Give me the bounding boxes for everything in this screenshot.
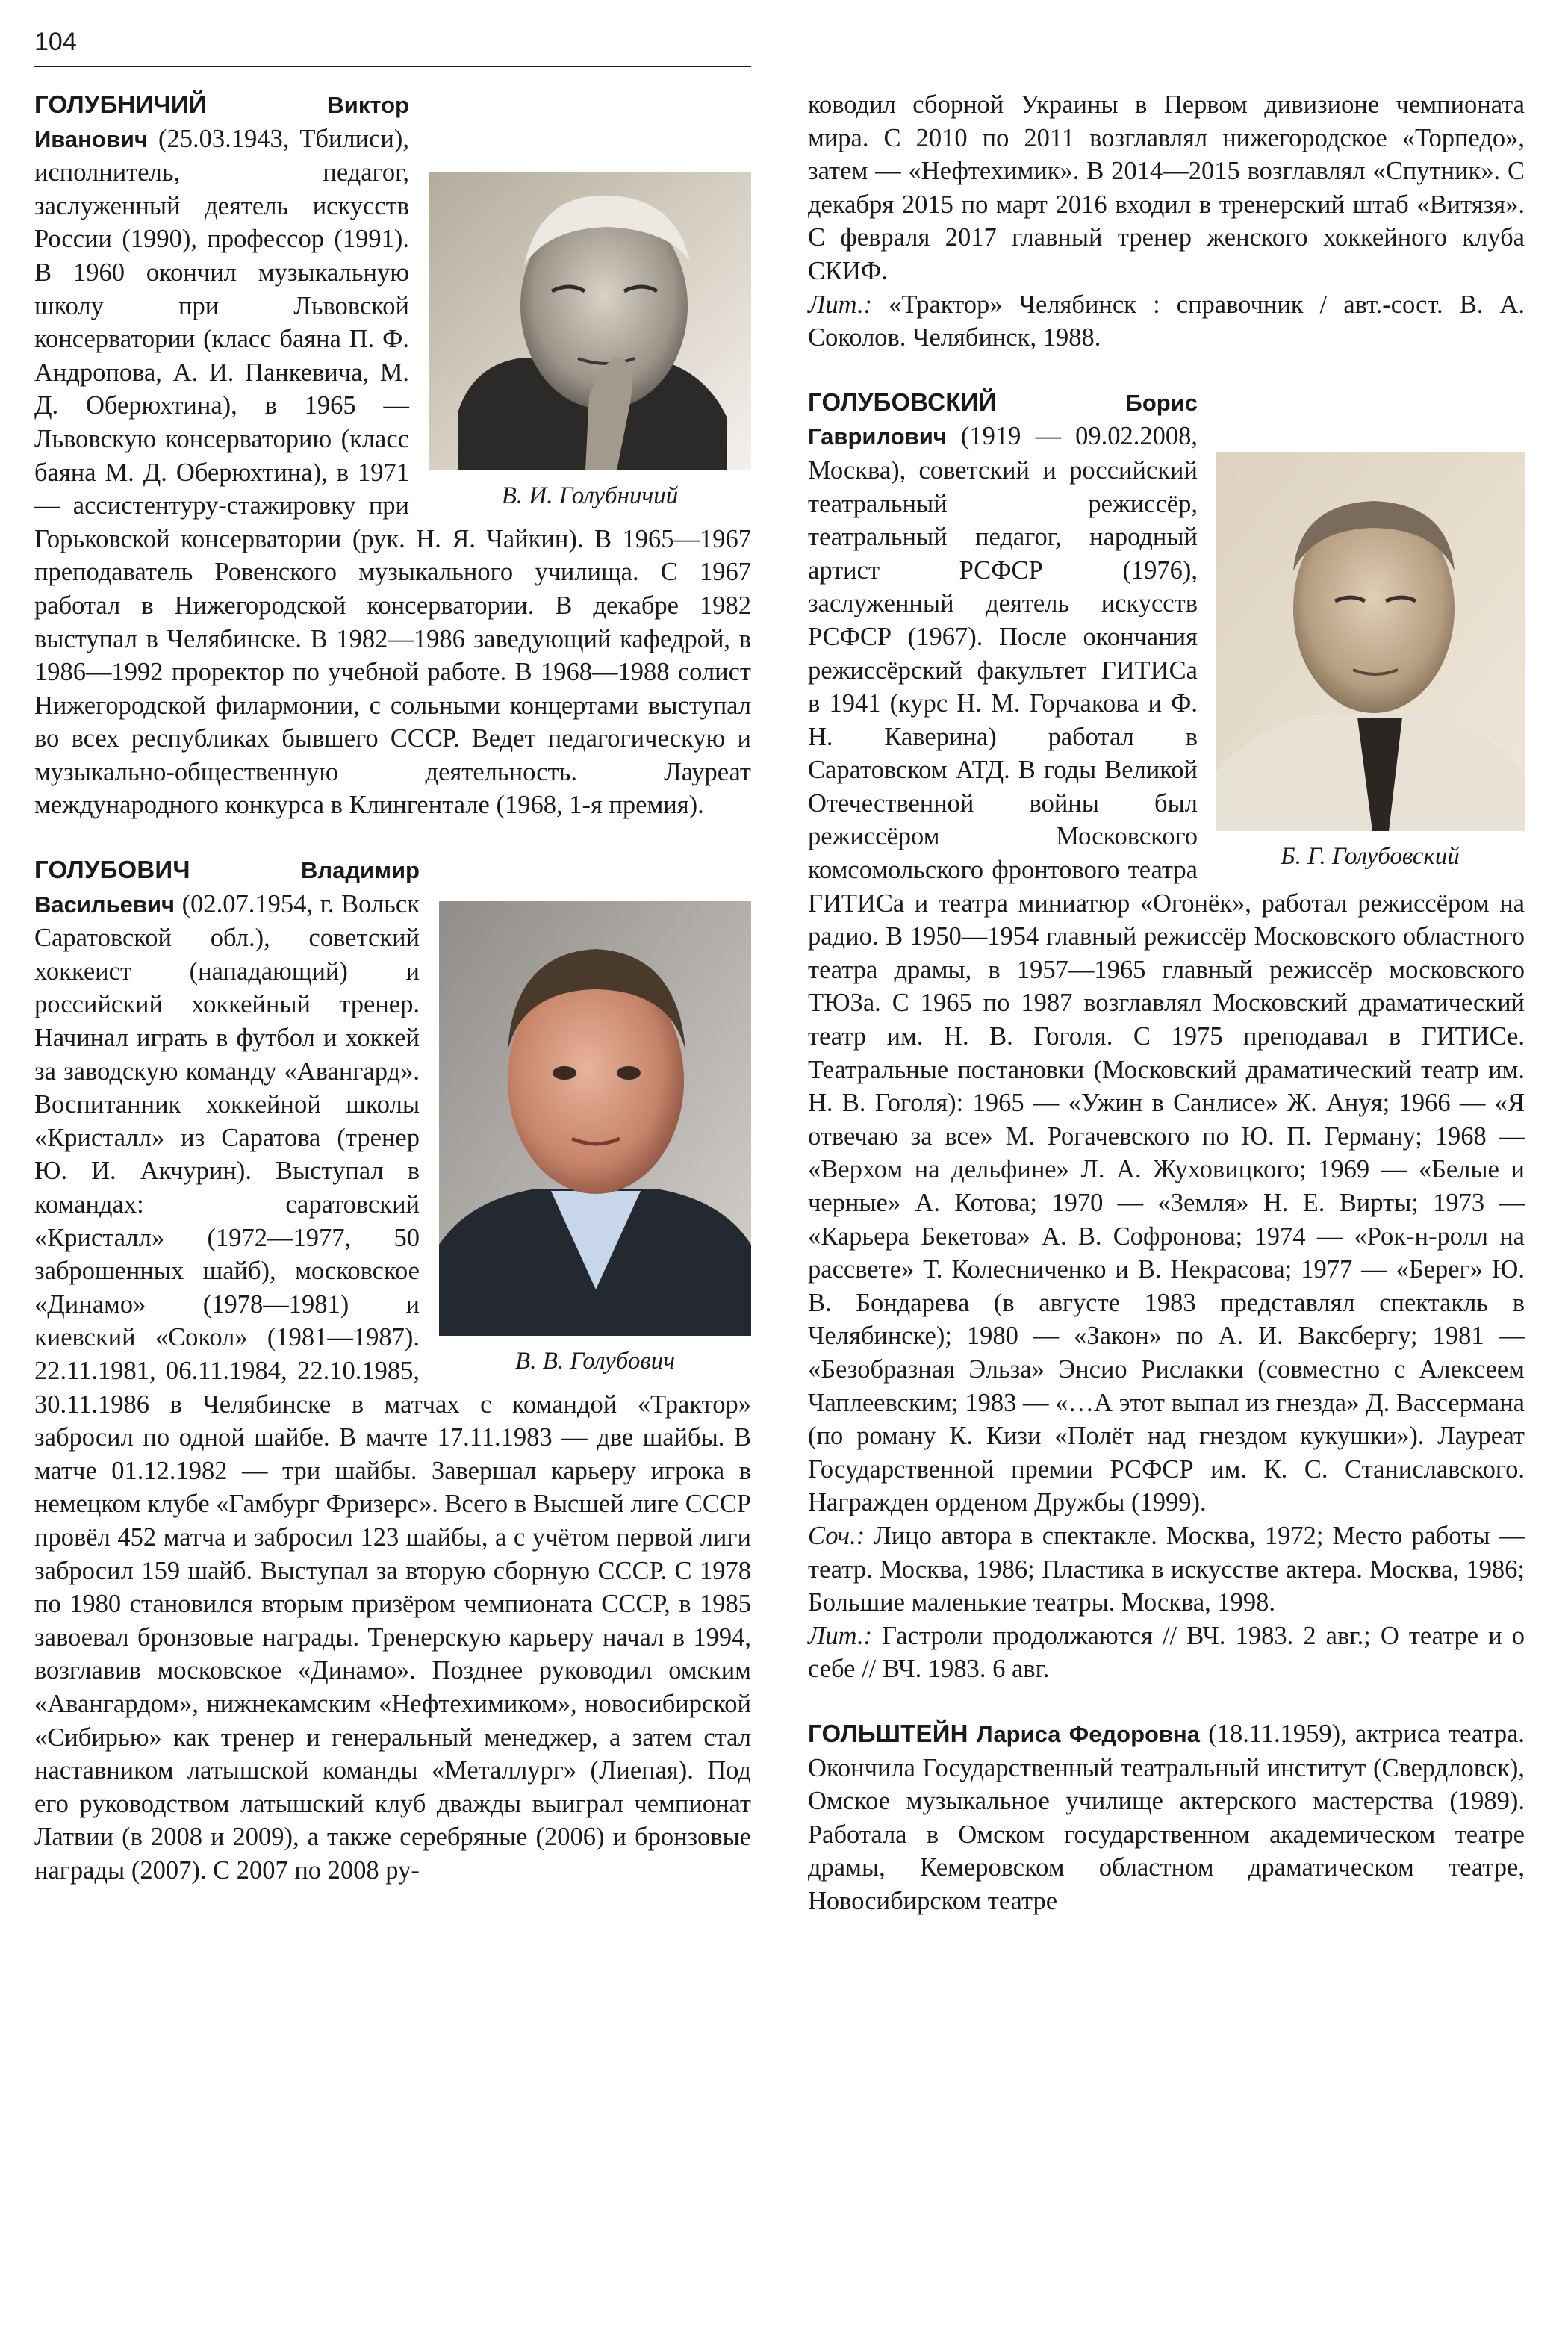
surname-golubnichiy: ГОЛУБНИЧИЙ [34,90,207,118]
continuation-golubovich: ководил сборной Украины в Первом дивизионе чемпионата мира. С 2010 по 2011 возглавлял нижегородское «Торпедо», затем — «Нефтехимик». В 2014—2015 возглавлял «Спутник». С декабря 2015 по март 2016 входил в тренерский штаб «Витязя». С февраля 2017 главный тренер женского хоккейного клуба СКИФ. [808,90,1525,285]
portrait-golubovskiy [1216,452,1525,831]
surname-golubovich: ГОЛУБОВИЧ [34,856,190,884]
page-number: 104 [34,28,77,56]
portrait-golubovich [439,901,751,1336]
photo-golubovich [439,853,751,1376]
left-column [34,88,751,1887]
lit-label-golubovich: Лит.: [808,290,873,319]
lit-golubovskiy [808,1620,1525,1686]
portrait-golubovich-image [439,901,751,1336]
photo-golubnichiy [429,88,751,511]
caption-golubovskiy: Б. Г. Голубовский [1281,842,1460,870]
first-name-golubovskiy: Борис Гаврилович [808,389,1198,450]
entry-golubovich-continued [808,88,1525,355]
entry-golubnichiy [34,88,751,822]
lit-text-golubovskiy: Гастроли продолжаются // ВЧ. 1983. 2 авг.; О театре и о себе // ВЧ. 1983. 6 авг. [808,1621,1525,1684]
soch-text-golubovskiy: Лицо автора в спектакле. Москва, 1972; Место работы — театр. Москва, 1986; Пластика в искусстве актера. Москва, 1986; Большие маленькие театры. Москва, 1998. [808,1521,1525,1617]
surname-golshteyn: ГОЛЬШТЕЙН [808,1719,968,1747]
surname-golubovskiy: ГОЛУБОВСКИЙ [808,388,997,416]
first-name-golubovich: Владимир Васильевич [34,857,420,918]
soch-golubovskiy [808,1519,1525,1620]
entry-golshteyn [808,1717,1525,1918]
entry-golubovskiy [808,386,1525,1686]
lit-golubovich [808,288,1525,355]
body-golubovich: (02.07.1954, г. Вольск Саратовской обл.), советский хоккеист (нападающий) и российский хоккейный тренер. Начинал играть в футбол и хоккей за заводскую команду «Авангард». Воспитанник хоккейной школы «Кристалл» из Саратова (тренер Ю. И. Акчурин). Выступал в командах: саратовский «Кристалл» (1972—1977, 50 заброшенных шайб), московское «Динамо» (1978—1981) и киевский «Сокол» (1981—1987). 22.11.1981, 06.11.1984, 22.10.1985, 30.11.1986 в Челябинске в матчах с командой «Трактор» забросил по одной шайбе. В мачте 17.11.1983 — две шайбы. В матче 01.12.1982 — три шайбы. Завершал карьеру игрока в немецком клубе «Гамбург Фризерс». Всего в Высшей лиге СССР провёл 452 матча и забросил 123 шайбы, а с учётом первой лиги забросил 159 шайб. Выступал за вторую сборную СССР. С 1978 по 1980 становился вторым призёром чемпионата СССР, в 1985 завоевал бронзовые награды. Тренерскую карьеру начал в 1994, возглавив московское «Динамо». Позднее руководил омским «Авангардом», нижнекамским «Нефтехимиком», новосибирской «Сибирью» как тренер и генеральный менеджер, а затем стал наставником латышской команды «Металлург» (Лиепая). Под его руководством латышский клуб дважды выиграл чемпионат Латвии (в 2008 и 2009), а также серебряные (2006) и бронзовые награды (2007). С 2007 по 2008 ру- [34,889,751,1885]
lit-text-golubovich: «Трактор» Челябинск : справочник / авт.-сост. В. А. Соколов. Челябинск, 1988. [808,290,1525,352]
entry-text-golshteyn [808,1717,1525,1918]
caption-golubovich: В. В. Голубович [515,1348,675,1375]
entry-golubovich [34,853,751,1887]
header-rule [34,66,751,67]
body-golubovskiy: (1919 — 09.02.2008, Москва), советский и российский театральный режиссёр, театральный педагог, народный артист РСФСР (1976), заслуженный деятель искусств РСФСР (1967). После окончания режиссёрский факультет ГИТИСа в 1941 (курс Н. М. Горчакова и Ф. Н. Каверина) работал в Саратовском АТД. В годы Великой Отечественной войны был режиссёром Московского комсомольского фронтового театра ГИТИСа и театра миниатюр «Огонёк», работал режиссёром на радио. В 1950—1954 главный режиссёр Московского областного театра драмы, в 1957—1965 главный режиссёр московского ТЮЗа. С 1965 по 1987 возглавлял Московский драматический театр им. Н. В. Гоголя. С 1975 преподавал в ГИТИСе. Театральные постановки (Московский драматический театр им. Н. В. Гоголя): 1965 — «Ужин в Санлисе» Ж. Ануя; 1966 — «Я отвечаю за все» М. Рогачевского по Ю. П. Герману; 1968 — «Верхом на дельфине» Л. А. Жуховицкого; 1969 — «Белые и черные» А. Котова; 1970 — «Земля» Н. Е. Вирты; 1973 — «Карьера Бекетова» А. В. Софронова; 1974 — «Рок-н-ролл на рассвете» Т. Колесниченко и В. Некрасова; 1977 — «Берег» Ю. В. Бондарева (в августе 1983 представлял спектакль в Челябинске); 1980 — «Закон» по А. И. Ваксбергу; 1981 — «Безобразная Эльза» Энсио Рислакки (совместно с Алексеем Чаплеевским; 1983 — «…А этот выпал из гнезда» Д. Вассермана (по роману К. Кизи «Полёт над гнездом кукушки»). Лауреат Государственной премии РСФСР им. К. С. Станиславского. Награжден орденом Дружбы (1999). [808,422,1525,1517]
body-golubnichiy: (25.03.1943, Тбилиси), исполнитель, педагог, заслуженный деятель искусств России (1990), профессор (1991). В 1960 окончил музыкальную школу при Львовской консерватории (класс баяна П. Ф. Андропова, А. И. Панкевича, М. Д. Оберюхтина), в 1965 — Львовскую консерваторию (класс баяна М. Д. Оберюхтина), в 1971 — ассистентуру-стажировку при Горьковской консерватории (рук. Н. Я. Чайкин). В 1965—1967 преподаватель Ровенского музыкального училища. С 1967 работал в Нижегородской консерватории. В декабре 1982 выступал в Челябинске. В 1982—1986 заведующий кафедрой, в 1986—1992 проректор по учебной работе. В 1968—1988 солист Нижегородской филармонии, с сольными концертами выступал во всех республиках бывшего СССР. Ведет педагогическую и музыкально-общественную деятельность. Лауреат международного конкурса в Клингентале (1968, 1-я премия). [34,124,751,820]
caption-golubnichiy: В. И. Голубничий [501,482,679,509]
first-name-golshteyn: Лариса Федоровна [976,1720,1200,1747]
photo-golubovskiy [1216,386,1525,871]
portrait-golubnichiy-image [429,172,751,470]
portrait-golubovskiy-image [1216,452,1525,831]
soch-label-golubovskiy: Соч.: [808,1521,865,1550]
first-name-golubnichiy: Виктор Иванович [34,92,409,152]
portrait-golubnichiy [429,172,751,470]
lit-label-golubovskiy: Лит.: [808,1621,873,1650]
body-golshteyn: (18.11.1959), актриса театра. Окончила Государственный театральный институт (Свердловск), Омское музыкальное училище актерского мастерства (1989). Работала в Омском государственном академическом театре драмы, Кемеровском областном драматическом театре, Новосибирском театре [808,1719,1525,1915]
right-column [808,88,1525,1917]
